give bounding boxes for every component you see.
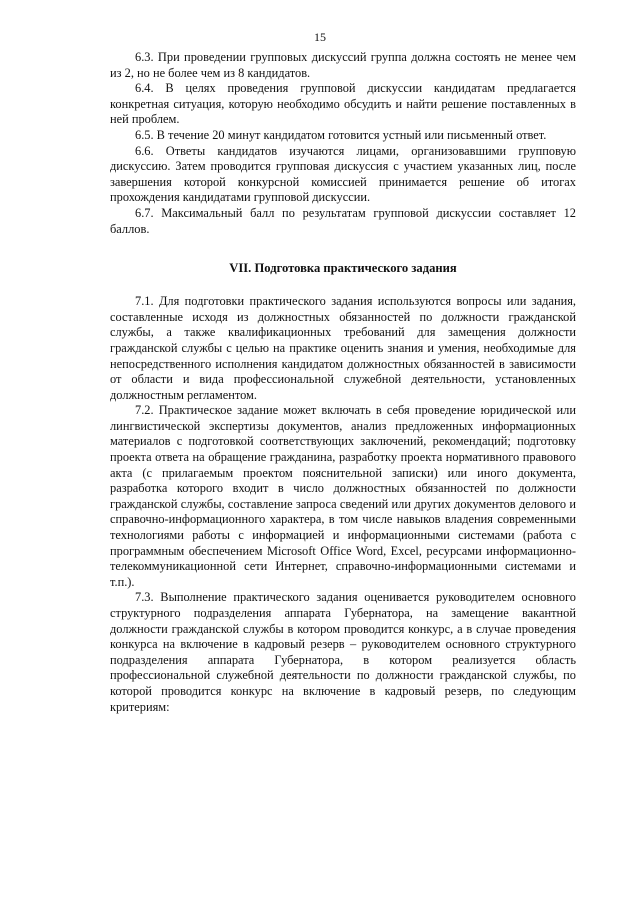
paragraph-7-3: 7.3. Выполнение практического задания оценивается руководителем основного структурного подразделения аппарата Губернатора, на замещение вакантной должности гражданской службы в котором проводится конкурс, а в случае проведения конкурса на включение в кадровый резерв – руководителем основного структурного подразделения аппарата Губернатора, в котором реализуется область профессиональной служебной деятельности по должности гражданской службы, по которой проводится конкурс на включение в кадровый резерв, по следующим критериям: [110, 590, 576, 714]
page-number: 15 [314, 30, 326, 44]
paragraph-6-4: 6.4. В целях проведения групповой дискуссии кандидатам предлагается конкретная ситуация, которую необходимо обсудить и найти решение поставленных в ней проблем. [110, 81, 576, 127]
paragraph-6-7: 6.7. Максимальный балл по результатам групповой дискуссии составляет 12 баллов. [110, 205, 576, 236]
paragraph-6-5: 6.5. В течение 20 минут кандидатом готовится устный или письменный ответ. [135, 127, 547, 142]
paragraph-6-6: 6.6. Ответы кандидатов изучаются лицами, организовавшими групповую дискуссию. Затем проводится групповая дискуссия с участием указанных лиц, после завершения которой конкурсной комиссией принимается решение об итогах прохождения кандидатами групповой дискуссии. [110, 143, 576, 205]
section-heading: VII. Подготовка практического задания [229, 261, 457, 276]
document-body [110, 50, 576, 715]
paragraph-7-2: 7.2. Практическое задание может включать в себя проведение юридической или лингвистической экспертизы документов, анализ предложенных информационных материалов с подготовкой соответствующих заключений, рекомендаций; подготовку проекта ответа на обращение гражданина, разработку проекта нормативного правового акта (с прилагаемым проектом пояснительной записки) или иного документа, разработка которого входит в число должностных обязанностей по должности гражданской службы, составление запроса сведений или других документов делового и справочно-информационного характера, в том числе навыков владения современными технологиями работы с информацией и информационными системами (работа с программным обеспечением Microsoft Office Word, Excel, ресурсами информационно-телекоммуникационной сети Интернет, справочно-информационными системами и т.п.). [110, 403, 576, 589]
paragraph-7-1: 7.1. Для подготовки практического задания используются вопросы или задания, составленные исходя из должностных обязанностей по должности гражданской службы, а также квалификационных требований для замещения должности гражданской службы с целью на практике оценить знания и умения, необходимые для непосредственного исполнения кандидатом должностных обязанностей в зависимости от области и вида профессиональной служебной деятельности, установленных должностным регламентом. [110, 294, 576, 402]
paragraph-6-3: 6.3. При проведении групповых дискуссий группа должна состоять не менее чем из 2, но не более чем из 8 кандидатов. [110, 50, 576, 80]
